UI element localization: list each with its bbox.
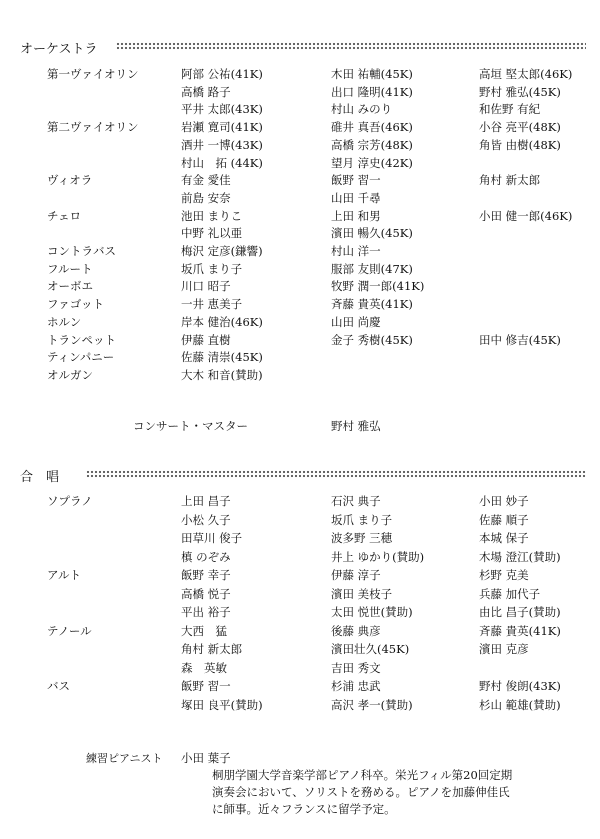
part-label: 第一ヴァイオリン: [47, 67, 139, 81]
member-name: 石沢 典子: [331, 494, 381, 508]
member-name: 川口 昭子: [181, 279, 231, 294]
part-label: コントラバス: [47, 244, 116, 258]
member-name: 岸本 健治(46K): [181, 314, 263, 329]
member-name: 杉山 範雄(賛助): [479, 697, 561, 712]
orchestra-dotted-rule: [116, 42, 586, 50]
member-name: 田草川 俊子: [181, 531, 243, 545]
member-name: 村山 拓 (44K): [181, 155, 263, 170]
member-name: 山田 千尋: [331, 190, 381, 205]
member-name: 小谷 亮平(48K): [479, 120, 561, 135]
part-label: チェロ: [47, 208, 82, 223]
member-name: 杉浦 忠武: [331, 679, 381, 693]
orchestra-title: オーケストラ: [20, 42, 98, 57]
member-name: 野村 雅弘(45K): [479, 84, 561, 99]
member-name: 酒井 一博(43K): [181, 137, 263, 152]
member-name: 吉田 秀文: [331, 660, 381, 675]
member-name: 高橋 路子: [181, 84, 231, 99]
member-name: 小田 健一郎(46K): [479, 208, 573, 223]
member-name: 服部 友則(47K): [331, 261, 413, 276]
member-name: 本城 保子: [479, 531, 529, 545]
member-name: 太田 悦世(賛助): [331, 605, 413, 619]
choir-dotted-rule: [86, 470, 586, 478]
member-name: 高橋 宗芳(48K): [331, 137, 413, 152]
member-name: 望月 淳史(42K): [331, 155, 413, 170]
member-name: 村山 みのり: [331, 102, 393, 117]
member-name: 濱田壮久(45K): [331, 642, 410, 656]
part-label: アルト: [47, 568, 82, 582]
part-label: ソプラノ: [47, 494, 93, 508]
member-name: 小松 久子: [181, 512, 231, 527]
part-label: 第二ヴァイオリン: [47, 120, 139, 135]
part-label: ホルン: [47, 314, 82, 329]
member-name: 岩瀬 寛司(41K): [181, 120, 263, 135]
part-label: ファゴット: [47, 297, 105, 312]
member-name: 上田 和男: [331, 208, 381, 223]
member-name: 由比 昌子(賛助): [479, 605, 561, 619]
member-name: 碓井 真吾(46K): [331, 120, 413, 135]
member-name: 角村 新太郎: [181, 642, 243, 656]
member-name: 木田 祐輔(45K): [331, 67, 413, 81]
member-name: 金子 秀樹(45K): [331, 332, 413, 347]
member-name: 斉藤 貴英(41K): [479, 623, 561, 638]
member-name: 斉藤 貴英(41K): [331, 297, 413, 312]
member-name: 塚田 良平(賛助): [181, 697, 263, 712]
concert-master-name: 野村 雅弘: [331, 419, 381, 433]
member-name: 田中 修吉(45K): [479, 332, 561, 347]
member-name: 有金 愛佳: [181, 173, 231, 188]
member-name: 木場 澄江(賛助): [479, 549, 561, 564]
pianist-bio: [212, 767, 592, 818]
member-name: 飯野 幸子: [181, 568, 231, 582]
member-name: 梅沢 定彦(鎌響): [181, 244, 263, 258]
member-name: 中野 礼以亜: [181, 226, 243, 241]
member-name: 坂爪 まり子: [331, 512, 393, 527]
member-name: 森 英敏: [181, 660, 227, 675]
member-name: 平出 裕子: [181, 605, 231, 619]
member-name: 井上 ゆかり(賛助): [331, 549, 425, 564]
part-label: ティンパニー: [47, 350, 115, 365]
member-name: 大西 猛: [181, 623, 227, 638]
member-name: 阿部 公祐(41K): [181, 67, 263, 81]
member-name: 村山 洋一: [331, 244, 381, 258]
member-name: 濱田 美枝子: [331, 586, 393, 601]
member-name: 飯野 習一: [331, 173, 381, 188]
part-label: フルート: [47, 261, 93, 276]
member-name: 坂爪 まり子: [181, 261, 243, 276]
member-name: 伊藤 直樹: [181, 332, 231, 347]
rehearsal-pianist-label: 練習ピアニスト: [86, 752, 163, 765]
member-name: 後藤 典彦: [331, 623, 381, 638]
part-label: オーボエ: [47, 279, 93, 294]
part-label: オルガン: [47, 367, 93, 382]
bio-line: 桐朋学園大学音楽学部ピアノ科卒。栄光フィル第20回定期: [212, 768, 513, 782]
bio-line: 演奏会において、ソリストを務める。ピアノを加藤伸佳氏: [212, 785, 510, 799]
member-name: 濱田 暢久(45K): [331, 226, 413, 241]
member-name: 和佐野 有紀: [479, 102, 541, 117]
member-name: 平井 太郎(43K): [181, 102, 263, 117]
member-name: 槙 のぞみ: [181, 549, 231, 564]
member-name: 高垣 堅太郎(46K): [479, 67, 573, 81]
member-name: 角村 新太郎: [479, 173, 541, 188]
member-name: 前島 安奈: [181, 190, 231, 205]
member-name: 小田 妙子: [479, 494, 529, 508]
member-name: 野村 俊朗(43K): [479, 679, 561, 693]
part-label: トランペット: [47, 332, 116, 347]
member-name: 大木 和音(賛助): [181, 367, 263, 382]
choir-title: 合 唱: [20, 470, 60, 485]
member-name: 佐藤 順子: [479, 512, 529, 527]
member-name: 杉野 克美: [479, 568, 529, 582]
member-name: 角皆 由樹(48K): [479, 137, 561, 152]
member-name: 伊藤 淳子: [331, 568, 381, 582]
part-label: バス: [47, 679, 70, 693]
part-label: ヴィオラ: [47, 173, 93, 188]
concert-master-label: コンサート・マスター: [133, 419, 248, 433]
member-name: 高橋 悦子: [181, 586, 231, 601]
member-name: 飯野 習一: [181, 679, 231, 693]
member-name: 佐藤 清崇(45K): [181, 350, 263, 365]
member-name: 牧野 潤一郎(41K): [331, 279, 425, 294]
member-name: 上田 昌子: [181, 494, 231, 508]
member-name: 兵藤 加代子: [479, 586, 541, 601]
part-label: テノール: [47, 623, 92, 638]
member-name: 波多野 三穂: [331, 531, 393, 545]
member-name: 一井 恵美子: [181, 297, 243, 312]
bio-line: に師事。近々フランスに留学予定。: [212, 802, 396, 816]
member-name: 高沢 孝一(賛助): [331, 697, 413, 712]
member-name: 池田 まりこ: [181, 208, 243, 223]
rehearsal-pianist-name: 小田 葉子: [181, 751, 231, 765]
member-name: 山田 尚慶: [331, 314, 381, 329]
member-name: 濱田 克彦: [479, 642, 529, 656]
member-name: 出口 隆明(41K): [331, 84, 413, 99]
